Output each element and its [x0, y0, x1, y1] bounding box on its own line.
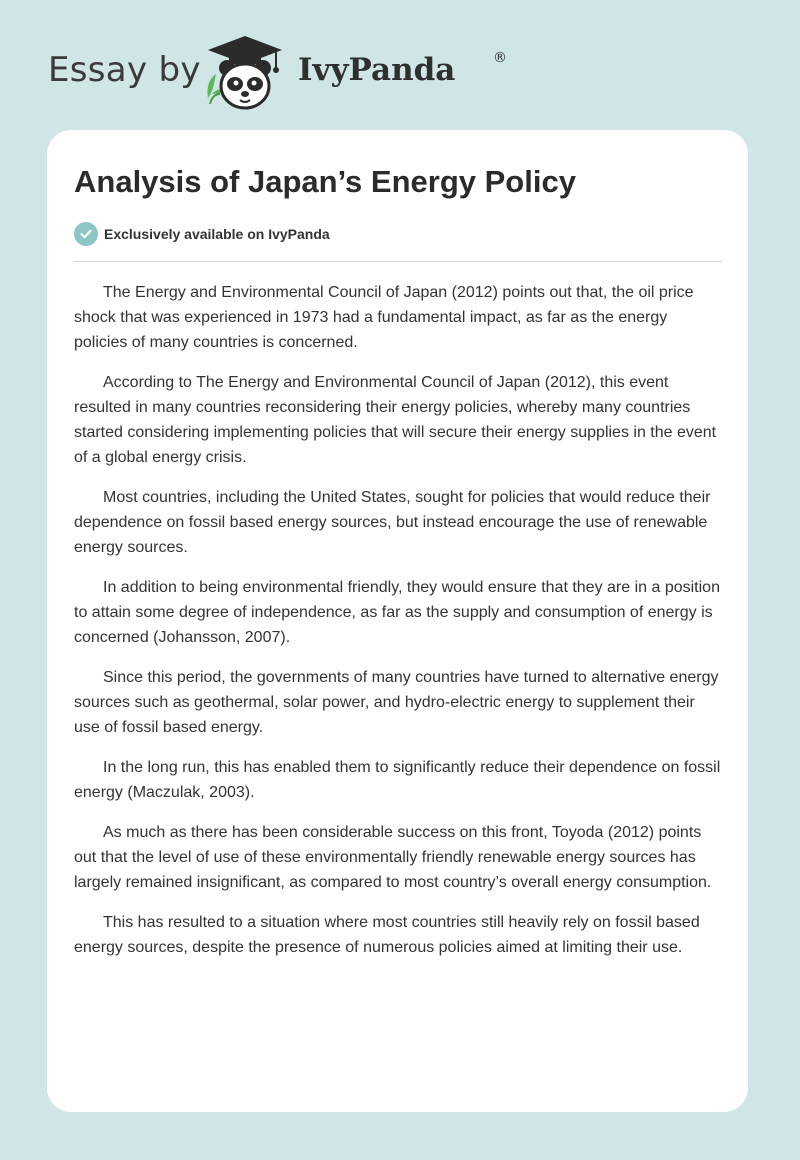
essay-paragraph: The Energy and Environmental Council of Japan (2012) points out that, the oil price shock that was experienced in 1973 had a fundamental impact, as far as the energy policies of many countries is concerned. [74, 284, 694, 351]
site-header [48, 30, 508, 110]
essay-by-label: Essay by [48, 50, 201, 90]
essay-paragraph: Most countries, including the United States, sought for policies that would reduce their dependence on fossil based energy sources, but instead encourage the use of renewable energy sources. [74, 489, 711, 556]
essay-paragraph: As much as there has been considerable success on this front, Toyoda (2012) points out that the level of use of these environmentally friendly renewable energy sources has largely remained insignificant, as compared to most country’s overall energy consumption. [74, 824, 712, 891]
essay-paragraph: In the long run, this has enabled them to significantly reduce their dependence on fossil energy (Maczulak, 2003). [74, 759, 721, 801]
essay-card [47, 130, 748, 1112]
essay-body [74, 280, 724, 975]
title-divider [74, 261, 722, 262]
essay-paragraph: According to The Energy and Environmental Council of Japan (2012), this event resulted in many countries reconsidering their energy policies, whereby many countries started considering implementing policies that will secure their energy supplies in the event of a global energy crisis. [74, 374, 717, 466]
essay-paragraph: This has resulted to a situation where most countries still heavily rely on fossil based energy sources, despite the presence of numerous policies aimed at limiting their use. [74, 914, 700, 956]
essay-paragraph: In addition to being environmental friendly, they would ensure that they are in a position to attain some degree of independence, as far as the supply and consumption of energy is concerned (Johansson, 2007). [74, 579, 720, 646]
exclusive-badge-label: Exclusively available on IvyPanda [104, 226, 330, 242]
brand-name[interactable]: IvyPanda [298, 52, 456, 88]
registered-mark: ® [493, 50, 507, 66]
page-title: Analysis of Japan’s Energy Policy [74, 164, 576, 199]
check-circle-icon [74, 222, 98, 246]
exclusive-badge [74, 222, 330, 246]
panda-graduate-icon[interactable] [200, 34, 290, 112]
essay-paragraph: Since this period, the governments of many countries have turned to alternative energy sources such as geothermal, solar power, and hydro-electric energy to supplement their use of fossil based energy. [74, 669, 719, 736]
